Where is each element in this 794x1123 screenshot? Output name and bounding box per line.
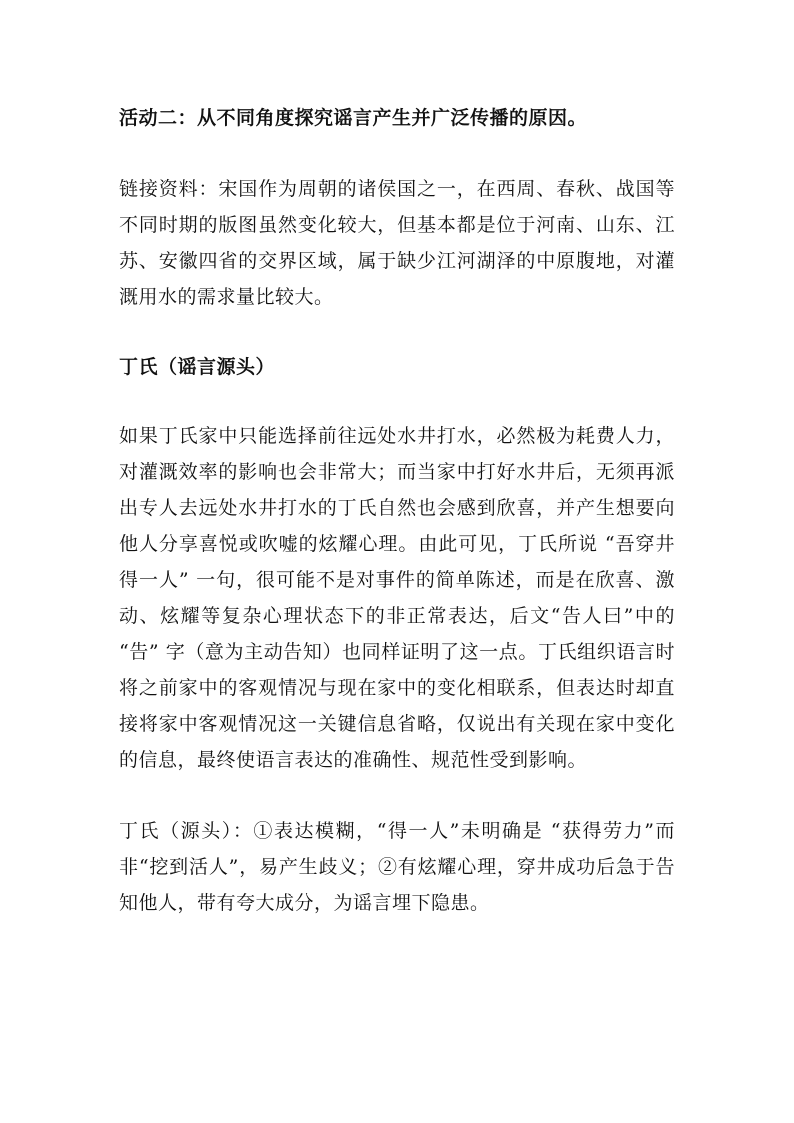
link-material-paragraph: 链接资料：宋国作为周朝的诸侯国之一，在西周、春秋、战国等不同时期的版图虽然变化较大，但基本都是位于河南、山东、江苏、安徽四省的交界区域，属于缺少江河湖泽的中原腹地，对灌溉用水的需求量比较大。 <box>119 178 675 308</box>
document-body <box>119 100 675 921</box>
activity-heading: 活动二：从不同角度探究谣言产生并广泛传播的原因。 <box>119 107 588 129</box>
analysis-paragraph: 如果丁氏家中只能选择前往远处水井打水，必然极为耗费人力，对灌溉效率的影响也会非常大；而当家中打好水井后，无须再派出专人去远处水井打水的丁氏自然也会感到欣喜，并产生想要向他人分享喜悦或吹嘘的炫耀心理。由此可见，丁氏所说 “吾穿井得一人” 一句，很可能不是对事件的简单陈述，而是在欣喜、激动、炫耀等复杂心理状态下的非正常表达，后文“告人曰”中的 “告” 字（意为主动告知）也同样证明了这一点。丁氏组织语言时将之前家中的客观情况与现在家中的变化相联系，但表达时却直接将家中客观情况这一关键信息省略，仅说出有关现在家中变化的信息，最终使语言表达的准确性、规范性受到影响。 <box>119 425 675 771</box>
summary-paragraph: 丁氏（源头）：①表达模糊，“得一人”未明确是 “获得劳力”而非“挖到活人”，易产生歧义；②有炫耀心理，穿井成功后急于告知他人，带有夸大成分，为谣言埋下隐患。 <box>119 820 675 914</box>
section-heading: 丁氏（谣言源头） <box>119 356 276 378</box>
